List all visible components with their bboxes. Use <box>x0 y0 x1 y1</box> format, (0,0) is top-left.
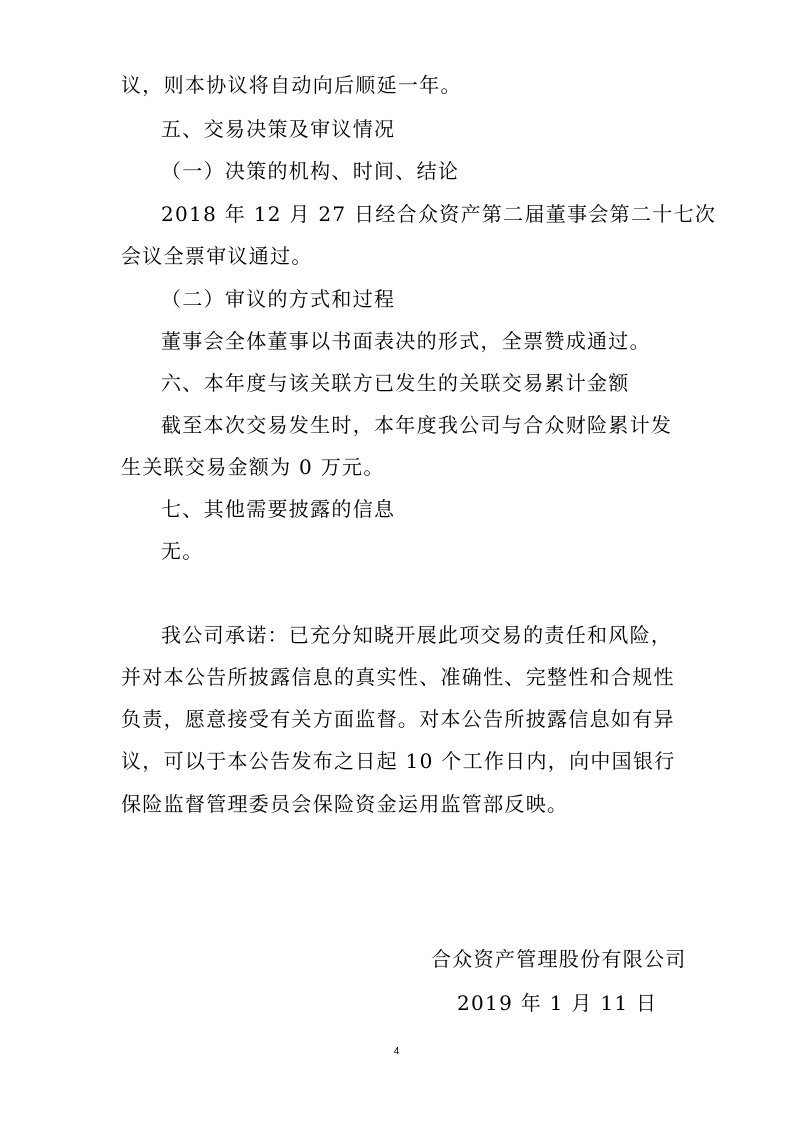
commitment-line: 我公司承诺：已充分知晓开展此项交易的责任和风险， <box>161 623 673 647</box>
signature-date: 2019 年 1 月 11 日 <box>457 991 658 1015</box>
commitment-line: 保险监督管理委员会保险资金运用监管部反映。 <box>121 792 569 816</box>
commitment-line: 并对本公告所披露信息的真实性、准确性、完整性和合规性 <box>121 665 675 689</box>
subsection-heading: （一）决策的机构、时间、结论 <box>161 159 460 183</box>
commitment-line: 议，可以于本公告发布之日起 10 个工作日内，向中国银行 <box>121 749 676 773</box>
page-number: 4 <box>393 1046 400 1057</box>
subsection-heading: （二）审议的方式和过程 <box>161 287 396 311</box>
section-heading-5: 五、交易决策及审议情况 <box>161 117 396 141</box>
body-line: 生关联交易金额为 0 万元。 <box>121 455 385 479</box>
body-line: 会议全票审议通过。 <box>121 244 313 268</box>
section-heading-6: 六、本年度与该关联方已发生的关联交易累计金额 <box>161 371 630 395</box>
body-line: 董事会全体董事以书面表决的形式，全票赞成通过。 <box>161 329 651 353</box>
body-line: 2018 年 12 月 27 日经合众资产第二届董事会第二十七次 <box>161 202 717 226</box>
body-line: 截至本次交易发生时，本年度我公司与合众财险累计发 <box>161 413 673 437</box>
commitment-line: 负责，愿意接受有关方面监督。对本公告所披露信息如有异 <box>121 707 675 731</box>
body-line: 无。 <box>161 539 204 563</box>
signature-company: 合众资产管理股份有限公司 <box>431 947 687 971</box>
section-heading-7: 七、其他需要披露的信息 <box>161 497 396 521</box>
body-line: 议，则本协议将自动向后顺延一年。 <box>121 73 462 97</box>
